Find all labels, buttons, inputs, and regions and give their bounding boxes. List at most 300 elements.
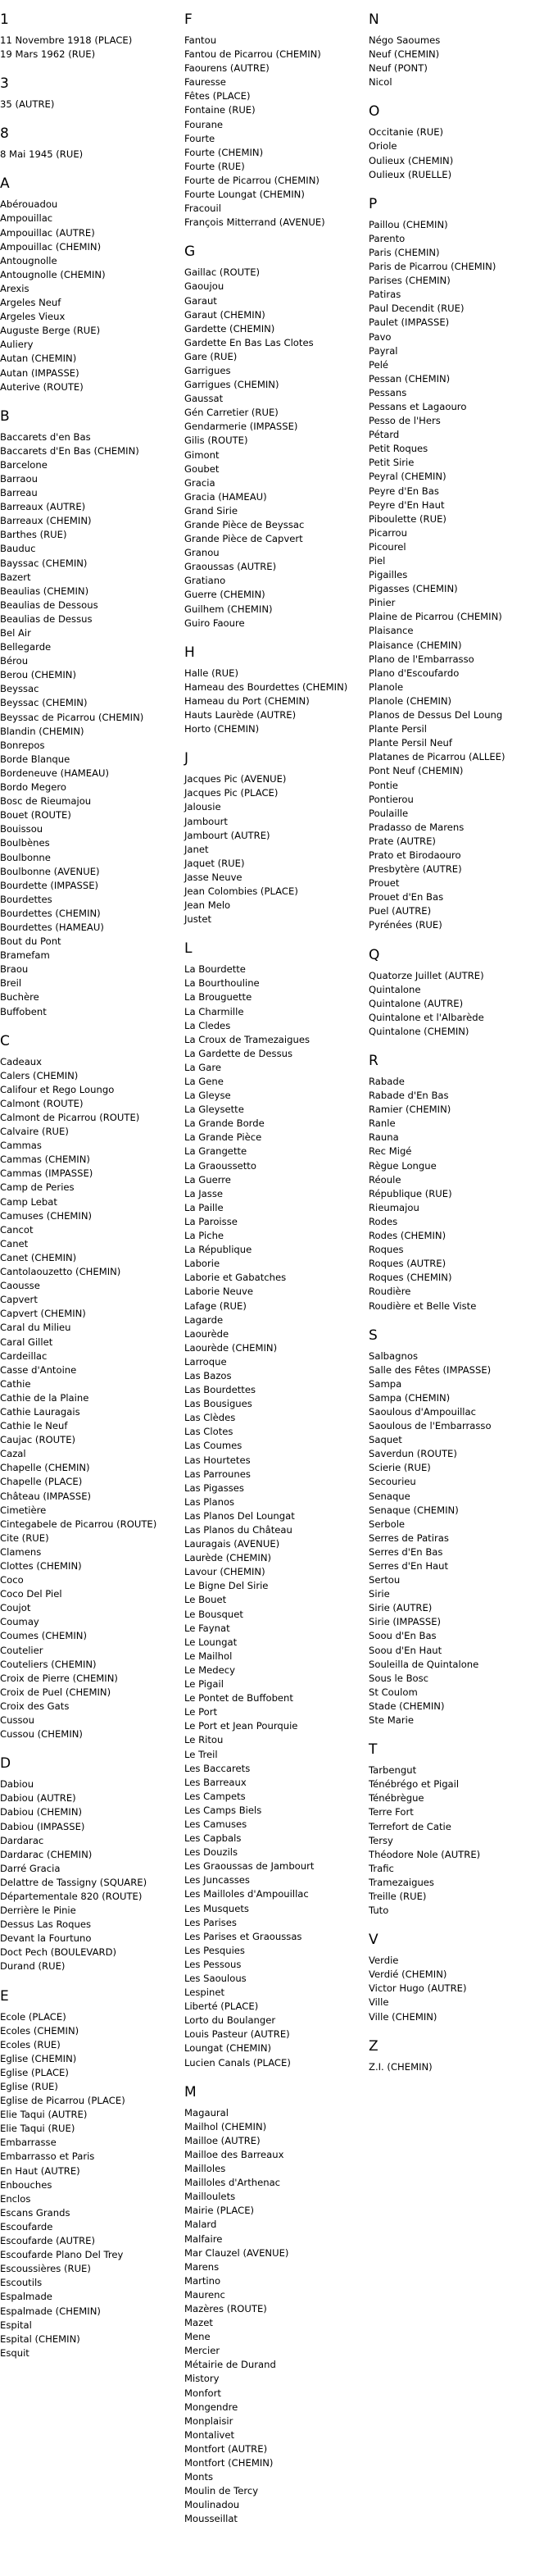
street-name-link[interactable]: Planole — [369, 680, 404, 693]
street-name-link[interactable]: Ste Marie — [369, 1714, 414, 1727]
street-name-link[interactable]: Mailloulets — [184, 2191, 236, 2203]
street-name-link[interactable]: Cazal — [0, 1448, 26, 1460]
street-name-link[interactable]: Escoufarde Plano Del Trey — [0, 2249, 124, 2261]
street-name-link[interactable]: Mailloles — [184, 2163, 226, 2175]
street-name-link[interactable]: Quintalone (AUTRE) — [369, 997, 464, 1009]
street-name-link[interactable]: Pigailles — [369, 569, 408, 581]
street-name-link[interactable]: Pavo — [369, 330, 392, 343]
street-name-link[interactable]: Cite (RUE) — [0, 1531, 49, 1544]
street-name-link[interactable]: Roques — [369, 1244, 404, 1256]
street-name-link[interactable]: Presbytère (AUTRE) — [369, 863, 462, 876]
street-name-link[interactable]: Beyssac — [0, 683, 39, 695]
street-name-link[interactable]: Ampouillac (AUTRE) — [0, 226, 95, 239]
street-name-link[interactable]: Coumay — [0, 1616, 39, 1628]
street-name-link[interactable]: Sirie (IMPASSE) — [369, 1616, 442, 1628]
street-name-link[interactable]: Le Treil — [184, 1748, 218, 1760]
street-name-link[interactable]: Les Saoulous — [184, 1973, 247, 1984]
street-name-link[interactable]: Cathie Lauragais — [0, 1405, 80, 1418]
street-name-link[interactable]: Bramefam — [0, 949, 50, 962]
street-name-link[interactable]: Caral du Milieu — [0, 1322, 71, 1334]
street-name-link[interactable]: Cammas (IMPASSE) — [0, 1167, 93, 1180]
street-name-link[interactable]: Quintalone (CHEMIN) — [369, 1025, 469, 1037]
street-name-link[interactable]: Le Loungat — [184, 1636, 238, 1648]
street-name-link[interactable]: Jean Melo — [184, 899, 231, 912]
street-name-link[interactable]: Coutelier — [0, 1644, 43, 1656]
street-name-link[interactable]: Mazères (ROUTE) — [184, 2302, 267, 2314]
street-name-link[interactable]: Bouet (ROUTE) — [0, 809, 71, 821]
street-name-link[interactable]: Gimont — [184, 448, 220, 461]
street-name-link[interactable]: 11 Novembre 1918 (PLACE) — [0, 34, 133, 46]
street-name-link[interactable]: Mongendre — [184, 2401, 238, 2413]
street-name-link[interactable]: Mailloe (AUTRE) — [184, 2134, 261, 2146]
street-name-link[interactable]: Z.I. (CHEMIN) — [369, 2060, 433, 2073]
street-name-link[interactable]: Bellegarde — [0, 641, 52, 653]
street-name-link[interactable]: Poulaille — [369, 807, 409, 819]
street-name-link[interactable]: Serres d'En Bas — [369, 1545, 443, 1558]
street-name-link[interactable]: Calvaire (RUE) — [0, 1126, 69, 1138]
street-name-link[interactable]: Dabiou — [0, 1778, 34, 1791]
street-name-link[interactable]: Le Ritou — [184, 1734, 224, 1746]
street-name-link[interactable]: Plaisance — [369, 625, 414, 637]
street-name-link[interactable]: Louis Pasteur (AUTRE) — [184, 2028, 290, 2041]
street-name-link[interactable]: Breil — [0, 977, 22, 990]
street-name-link[interactable]: Plaine de Picarrou (CHEMIN) — [369, 611, 502, 623]
street-name-link[interactable]: Quatorze Juillet (AUTRE) — [369, 969, 484, 981]
street-name-link[interactable]: Monts — [184, 2471, 214, 2483]
street-name-link[interactable]: Gardette (CHEMIN) — [184, 322, 275, 335]
street-name-link[interactable]: Neuf (CHEMIN) — [369, 48, 440, 61]
street-name-link[interactable]: La Charmille — [184, 1005, 244, 1017]
street-name-link[interactable]: Jacques Pic (AVENUE) — [184, 773, 287, 785]
street-name-link[interactable]: Plante Persil Neuf — [369, 737, 452, 749]
street-name-link[interactable]: Fourte (RUE) — [184, 160, 245, 172]
street-name-link[interactable]: Mailhol (CHEMIN) — [184, 2120, 267, 2132]
street-name-link[interactable]: Dessus Las Roques — [0, 1918, 92, 1931]
street-name-link[interactable]: Sertou — [369, 1574, 401, 1586]
street-name-link[interactable]: Las Coumes — [184, 1440, 243, 1452]
street-name-link[interactable]: Escoutils — [0, 2277, 43, 2289]
street-name-link[interactable]: Petit Sirie — [369, 457, 415, 469]
street-name-link[interactable]: La Grangette — [184, 1145, 247, 1158]
street-name-link[interactable]: Eglise (CHEMIN) — [0, 2052, 77, 2064]
street-name-link[interactable]: Plante Persil — [369, 723, 427, 735]
street-name-link[interactable]: Sampa (CHEMIN) — [369, 1391, 451, 1404]
street-name-link[interactable]: Verdié (CHEMIN) — [369, 1968, 447, 1981]
street-name-link[interactable]: Prouet d'En Bas — [369, 891, 444, 903]
street-name-link[interactable]: Capvert — [0, 1294, 38, 1306]
street-name-link[interactable]: Réoule — [369, 1173, 401, 1186]
street-name-link[interactable]: Horto (CHEMIN) — [184, 723, 260, 735]
street-name-link[interactable]: Esquit — [0, 2346, 29, 2359]
street-name-link[interactable]: Guerre (CHEMIN) — [184, 589, 265, 601]
street-name-link[interactable]: Bourdette (IMPASSE) — [0, 879, 99, 891]
street-name-link[interactable]: Ampouillac — [0, 212, 53, 225]
street-name-link[interactable]: Les Douzils — [184, 1846, 238, 1859]
street-name-link[interactable]: Paris (CHEMIN) — [369, 246, 440, 258]
street-name-link[interactable]: Stade (CHEMIN) — [369, 1700, 445, 1712]
street-name-link[interactable]: Paulet (IMPASSE) — [369, 316, 450, 329]
street-name-link[interactable]: La République — [184, 1244, 252, 1256]
street-name-link[interactable]: Lorto du Boulanger — [184, 2014, 276, 2027]
street-name-link[interactable]: Croix des Gats — [0, 1700, 70, 1712]
street-name-link[interactable]: Pinier — [369, 597, 396, 609]
street-name-link[interactable]: Fracouil — [184, 203, 221, 215]
street-name-link[interactable]: Jaquet (RUE) — [184, 857, 245, 869]
street-name-link[interactable]: Espalmade — [0, 2291, 52, 2303]
street-name-link[interactable]: Pontie — [369, 779, 398, 791]
street-name-link[interactable]: Prate (AUTRE) — [369, 835, 436, 847]
street-name-link[interactable]: Mistory — [184, 2373, 220, 2385]
street-name-link[interactable]: Escans Grands — [0, 2206, 70, 2219]
street-name-link[interactable]: Montalivet — [184, 2428, 235, 2441]
street-name-link[interactable]: Boulbonne — [0, 851, 51, 863]
street-name-link[interactable]: Cussou (CHEMIN) — [0, 1728, 83, 1741]
street-name-link[interactable]: Mercier — [184, 2345, 220, 2357]
street-name-link[interactable]: Auliery — [0, 339, 34, 351]
street-name-link[interactable]: Plano d'Escoufardo — [369, 667, 460, 679]
street-name-link[interactable]: Serbole — [369, 1518, 406, 1530]
street-name-link[interactable]: Montfort (CHEMIN) — [184, 2457, 274, 2469]
street-name-link[interactable]: Tersy — [369, 1834, 393, 1846]
street-name-link[interactable]: Treille (RUE) — [369, 1890, 427, 1902]
street-name-link[interactable]: Lucien Canals (PLACE) — [184, 2056, 291, 2069]
street-name-link[interactable]: Grande Pièce de Capvert — [184, 533, 303, 545]
street-name-link[interactable]: Camp Lebat — [0, 1195, 57, 1208]
street-name-link[interactable]: Salbagnos — [369, 1349, 418, 1362]
street-name-link[interactable]: Cadeaux — [0, 1055, 43, 1067]
street-name-link[interactable]: République (RUE) — [369, 1187, 452, 1199]
street-name-link[interactable]: Cussou — [0, 1714, 34, 1727]
street-name-link[interactable]: Couteliers (CHEMIN) — [0, 1658, 97, 1670]
street-name-link[interactable]: Scierie (RUE) — [369, 1462, 431, 1474]
street-name-link[interactable]: Coujot — [0, 1602, 31, 1614]
street-name-link[interactable]: Patiras — [369, 289, 401, 301]
street-name-link[interactable]: Le Pigail — [184, 1678, 224, 1691]
street-name-link[interactable]: Bauduc — [0, 543, 36, 555]
street-name-link[interactable]: Roques (AUTRE) — [369, 1258, 446, 1270]
street-name-link[interactable]: Mazet — [184, 2317, 213, 2329]
street-name-link[interactable]: Fontaine (RUE) — [184, 104, 256, 116]
street-name-link[interactable]: Baccarets d'en Bas — [0, 430, 91, 443]
street-name-link[interactable]: Antougnolle (CHEMIN) — [0, 268, 106, 280]
street-name-link[interactable]: La Gleyse — [184, 1090, 231, 1102]
street-name-link[interactable]: Calers (CHEMIN) — [0, 1069, 79, 1081]
street-name-link[interactable]: Pessan (CHEMIN) — [369, 372, 451, 385]
street-name-link[interactable]: Bouissou — [0, 823, 43, 835]
street-name-link[interactable]: Doct Pech (BOULEVARD) — [0, 1946, 117, 1959]
street-name-link[interactable]: Les Graoussas de Jambourt — [184, 1860, 315, 1873]
street-name-link[interactable]: Loungat (CHEMIN) — [184, 2042, 272, 2055]
street-name-link[interactable]: Gaoujou — [184, 280, 224, 293]
street-name-link[interactable]: Escoufarde — [0, 2220, 53, 2232]
street-name-link[interactable]: Las Clèdes — [184, 1412, 236, 1424]
street-name-link[interactable]: Mar Clauzel (AVENUE) — [184, 2246, 289, 2259]
street-name-link[interactable]: Pyrénées (RUE) — [369, 919, 442, 931]
street-name-link[interactable]: Oulieux (CHEMIN) — [369, 154, 454, 166]
street-name-link[interactable]: Gracia (HAMEAU) — [184, 490, 267, 503]
street-name-link[interactable]: Eglise de Picarrou (PLACE) — [0, 2095, 125, 2107]
street-name-link[interactable]: Tarbengut — [369, 1764, 417, 1777]
street-name-link[interactable]: Clottes (CHEMIN) — [0, 1560, 82, 1572]
street-name-link[interactable]: Puel (AUTRE) — [369, 905, 432, 917]
street-name-link[interactable]: La Paroisse — [184, 1215, 238, 1227]
street-name-link[interactable]: 35 (AUTRE) — [0, 98, 55, 111]
street-name-link[interactable]: Plaisance (CHEMIN) — [369, 639, 462, 651]
street-name-link[interactable]: Le Bouet — [184, 1594, 227, 1606]
street-name-link[interactable]: Senaque — [369, 1490, 410, 1502]
street-name-link[interactable]: Larroque — [184, 1355, 227, 1368]
street-name-link[interactable]: Ville — [369, 1996, 389, 2009]
street-name-link[interactable]: Gaussat — [184, 393, 224, 405]
street-name-link[interactable]: Beaulias de Dessous — [0, 598, 98, 611]
street-name-link[interactable]: Cantolaouzetto (CHEMIN) — [0, 1266, 121, 1278]
street-name-link[interactable]: Laborie Neuve — [184, 1286, 253, 1298]
street-name-link[interactable]: Boulbènes — [0, 837, 50, 849]
street-name-link[interactable]: Embarrasse — [0, 2137, 57, 2149]
street-name-link[interactable]: Laourède — [184, 1327, 229, 1340]
street-name-link[interactable]: Trafic — [369, 1862, 394, 1874]
street-name-link[interactable]: Tramezaigues — [369, 1876, 434, 1888]
street-name-link[interactable]: Las Planos du Château — [184, 1524, 292, 1536]
street-name-link[interactable]: Chapelle (CHEMIN) — [0, 1462, 90, 1474]
street-name-link[interactable]: Gendarmerie (IMPASSE) — [184, 421, 298, 433]
street-name-link[interactable]: Règue Longue — [369, 1159, 437, 1172]
street-name-link[interactable]: Roudière — [369, 1286, 411, 1298]
street-name-link[interactable]: Jacques Pic (PLACE) — [184, 787, 279, 799]
street-name-link[interactable]: Peyre d'En Haut — [369, 498, 445, 511]
street-name-link[interactable]: Cancot — [0, 1223, 34, 1236]
street-name-link[interactable]: Mailloe des Barreaux — [184, 2148, 284, 2160]
street-name-link[interactable]: Serres d'En Haut — [369, 1560, 449, 1572]
street-name-link[interactable]: Fauresse — [184, 76, 226, 89]
street-name-link[interactable]: Barthes (RUE) — [0, 529, 67, 541]
street-name-link[interactable]: Gare (RUE) — [184, 350, 238, 362]
street-name-link[interactable]: Cathie le Neuf — [0, 1420, 68, 1432]
street-name-link[interactable]: Saoulous d'Ampouillac — [369, 1405, 477, 1418]
street-name-link[interactable]: Planos de Dessus Del Loung — [369, 709, 503, 721]
street-name-link[interactable]: Les Camps Biels — [184, 1804, 262, 1816]
street-name-link[interactable]: Picarrou — [369, 526, 407, 539]
street-name-link[interactable]: Cammas (CHEMIN) — [0, 1154, 90, 1166]
street-name-link[interactable]: Borde Blanque — [0, 753, 70, 765]
street-name-link[interactable]: Liberté (PLACE) — [184, 2000, 259, 2013]
street-name-link[interactable]: Le Port et Jean Pourquie — [184, 1720, 298, 1732]
street-name-link[interactable]: Beyssac de Picarrou (CHEMIN) — [0, 711, 144, 723]
street-name-link[interactable]: Petit Roques — [369, 443, 428, 455]
street-name-link[interactable]: Pelé — [369, 358, 389, 371]
street-name-link[interactable]: Mairie (PLACE) — [184, 2205, 255, 2217]
street-name-link[interactable]: Les Pessous — [184, 1958, 242, 1970]
street-name-link[interactable]: Enclos — [0, 2192, 31, 2205]
street-name-link[interactable]: Roudière et Belle Viste — [369, 1299, 477, 1312]
street-name-link[interactable]: Camp de Peries — [0, 1181, 75, 1194]
street-name-link[interactable]: Hameau des Bourdettes (CHEMIN) — [184, 680, 348, 693]
street-name-link[interactable]: Dabiou (CHEMIN) — [0, 1806, 83, 1818]
street-name-link[interactable]: Enbouches — [0, 2178, 52, 2191]
street-name-link[interactable]: Parises (CHEMIN) — [369, 275, 451, 287]
street-name-link[interactable]: Califour et Rego Loungo — [0, 1083, 115, 1095]
street-name-link[interactable]: Les Camuses — [184, 1818, 247, 1830]
street-name-link[interactable]: Guilhem (CHEMIN) — [184, 603, 273, 615]
street-name-link[interactable]: Lespinet — [184, 1987, 225, 1999]
street-name-link[interactable]: Baccarets d'En Bas (CHEMIN) — [0, 444, 139, 457]
street-name-link[interactable]: Laourède (CHEMIN) — [184, 1341, 278, 1354]
street-name-link[interactable]: Jalousie — [184, 801, 221, 813]
street-name-link[interactable]: Pontierou — [369, 793, 414, 805]
street-name-link[interactable]: Victor Hugo (AUTRE) — [369, 1982, 467, 1995]
street-name-link[interactable]: Monplaisir — [184, 2414, 233, 2427]
street-name-link[interactable]: Quintalone et l'Albarède — [369, 1011, 484, 1023]
street-name-link[interactable]: Magaural — [184, 2106, 229, 2119]
street-name-link[interactable]: Oulieux (RUELLE) — [369, 168, 452, 180]
street-name-link[interactable]: Blandin (CHEMIN) — [0, 725, 84, 737]
street-name-link[interactable]: Tuto — [369, 1905, 389, 1917]
street-name-link[interactable]: Argeles Vieux — [0, 311, 66, 323]
street-name-link[interactable]: Las Planos — [184, 1495, 235, 1508]
street-name-link[interactable]: Payral — [369, 344, 398, 357]
street-name-link[interactable]: Dabiou (IMPASSE) — [0, 1820, 85, 1832]
street-name-link[interactable]: Lavour (CHEMIN) — [184, 1566, 265, 1578]
street-name-link[interactable]: Quintalone — [369, 983, 421, 995]
street-name-link[interactable]: Caral Gillet — [0, 1336, 53, 1348]
street-name-link[interactable]: Senaque (CHEMIN) — [369, 1504, 459, 1516]
street-name-link[interactable]: Sirie (AUTRE) — [369, 1602, 433, 1614]
street-name-link[interactable]: Ampouillac (CHEMIN) — [0, 240, 102, 253]
street-name-link[interactable]: Espalmade (CHEMIN) — [0, 2305, 101, 2317]
street-name-link[interactable]: Moulin de Tercy — [184, 2485, 259, 2497]
street-name-link[interactable]: Jambourt (AUTRE) — [184, 829, 270, 841]
street-name-link[interactable]: Barreau — [0, 487, 38, 499]
street-name-link[interactable]: Plano de l'Embarrasso — [369, 653, 474, 665]
street-name-link[interactable]: Le Bousquet — [184, 1608, 243, 1620]
street-name-link[interactable]: Braou — [0, 963, 29, 976]
street-name-link[interactable]: Buchère — [0, 991, 39, 1004]
street-name-link[interactable]: 8 Mai 1945 (RUE) — [0, 148, 84, 161]
street-name-link[interactable]: Souleilla de Quintalone — [369, 1658, 479, 1670]
street-name-link[interactable]: Autan (CHEMIN) — [0, 353, 77, 365]
street-name-link[interactable]: Le Mailhol — [184, 1650, 233, 1662]
street-name-link[interactable]: Coco — [0, 1574, 24, 1586]
street-name-link[interactable]: Le Bigne Del Sirie — [184, 1580, 269, 1592]
street-name-link[interactable]: Beaulias (CHEMIN) — [0, 585, 89, 597]
street-name-link[interactable]: Serres de Patiras — [369, 1531, 449, 1544]
street-name-link[interactable]: Laborie — [184, 1258, 220, 1270]
street-name-link[interactable]: La Brouguette — [184, 991, 252, 1004]
street-name-link[interactable]: Métairie de Durand — [184, 2359, 276, 2371]
street-name-link[interactable]: La Piche — [184, 1230, 224, 1242]
street-name-link[interactable]: Croix de Pierre (CHEMIN) — [0, 1672, 118, 1684]
street-name-link[interactable]: Les Capbals — [184, 1832, 242, 1845]
street-name-link[interactable]: Boulbonne (AVENUE) — [0, 865, 100, 877]
street-name-link[interactable]: Ranle — [369, 1117, 396, 1130]
street-name-link[interactable]: Fourte (CHEMIN) — [184, 146, 264, 158]
street-name-link[interactable]: François Mitterrand (AVENUE) — [184, 216, 325, 229]
street-name-link[interactable]: Garrigues — [184, 364, 231, 376]
street-name-link[interactable]: Pessans — [369, 386, 407, 398]
street-name-link[interactable]: Goubet — [184, 462, 220, 475]
street-name-link[interactable]: Las Hourtetes — [184, 1454, 251, 1466]
street-name-link[interactable]: Mene — [184, 2331, 211, 2343]
street-name-link[interactable]: Bazert — [0, 571, 31, 583]
street-name-link[interactable]: La Cledes — [184, 1019, 231, 1031]
street-name-link[interactable]: St Coulom — [369, 1686, 418, 1698]
street-name-link[interactable]: Las Planos Del Loungat — [184, 1509, 295, 1522]
street-name-link[interactable]: Croix de Puel (CHEMIN) — [0, 1686, 111, 1698]
street-name-link[interactable]: Bordo Megero — [0, 781, 66, 794]
street-name-link[interactable]: Ramier (CHEMIN) — [369, 1104, 451, 1116]
street-name-link[interactable]: Rec Migé — [369, 1145, 412, 1158]
street-name-link[interactable]: Ténébrègue — [369, 1792, 424, 1805]
street-name-link[interactable]: Fourte de Picarrou (CHEMIN) — [184, 174, 320, 186]
street-name-link[interactable]: Guiro Faoure — [184, 617, 245, 629]
street-name-link[interactable]: La Grande Borde — [184, 1117, 265, 1130]
street-name-link[interactable]: Les Barreaux — [184, 1776, 247, 1788]
street-name-link[interactable]: Pradasso de Marens — [369, 821, 465, 833]
street-name-link[interactable]: Pigasses (CHEMIN) — [369, 583, 458, 595]
street-name-link[interactable]: Bosc de Rieumajou — [0, 795, 92, 808]
street-name-link[interactable]: Bel Air — [0, 627, 31, 639]
street-name-link[interactable]: Planole (CHEMIN) — [369, 694, 452, 707]
street-name-link[interactable]: Casse d'Antoine — [0, 1363, 77, 1376]
street-name-link[interactable]: Hameau du Port (CHEMIN) — [184, 694, 310, 707]
street-name-link[interactable]: Fourane — [184, 118, 224, 130]
street-name-link[interactable]: Malfaire — [184, 2232, 223, 2245]
street-name-link[interactable]: Salle des Fêtes (IMPASSE) — [369, 1363, 492, 1376]
street-name-link[interactable]: Fourte Loungat (CHEMIN) — [184, 189, 305, 201]
street-name-link[interactable]: Départementale 820 (ROUTE) — [0, 1890, 143, 1902]
street-name-link[interactable]: Cimetière — [0, 1504, 47, 1516]
street-name-link[interactable]: Beyssac (CHEMIN) — [0, 697, 88, 709]
street-name-link[interactable]: Cathie — [0, 1377, 31, 1390]
street-name-link[interactable]: Ténébrégo et Pigail — [369, 1778, 460, 1791]
street-name-link[interactable]: Barreaux (CHEMIN) — [0, 515, 92, 527]
street-name-link[interactable]: Cintegabele de Picarrou (ROUTE) — [0, 1518, 157, 1530]
street-name-link[interactable]: Secourieu — [369, 1476, 416, 1488]
street-name-link[interactable]: Antougnolle — [0, 254, 57, 266]
street-name-link[interactable]: Sirie — [369, 1588, 390, 1600]
street-name-link[interactable]: La Paille — [184, 1201, 224, 1213]
street-name-link[interactable]: Le Medecy — [184, 1663, 235, 1676]
street-name-link[interactable]: Capvert (CHEMIN) — [0, 1308, 86, 1320]
street-name-link[interactable]: Les Musquets — [184, 1902, 249, 1914]
street-name-link[interactable]: La Grande Pièce — [184, 1131, 262, 1144]
street-name-link[interactable]: Delattre de Tassigny (SQUARE) — [0, 1876, 147, 1888]
street-name-link[interactable]: Bayssac (CHEMIN) — [0, 557, 88, 569]
street-name-link[interactable]: Eglise (RUE) — [0, 2081, 58, 2092]
street-name-link[interactable]: Cathie de la Plaine — [0, 1391, 89, 1404]
street-name-link[interactable]: Château (IMPASSE) — [0, 1490, 92, 1502]
street-name-link[interactable]: Maurenc — [184, 2288, 225, 2301]
street-name-link[interactable]: Monfort — [184, 2387, 221, 2399]
street-name-link[interactable]: Las Bousigues — [184, 1398, 252, 1410]
street-name-link[interactable]: Chapelle (PLACE) — [0, 1476, 83, 1488]
street-name-link[interactable]: Espital (CHEMIN) — [0, 2333, 80, 2345]
street-name-link[interactable]: Ecole (PLACE) — [0, 2010, 66, 2023]
street-name-link[interactable]: Laurède (CHEMIN) — [184, 1552, 272, 1564]
street-name-link[interactable]: Cammas — [0, 1140, 42, 1152]
street-name-link[interactable]: Lauragais (AVENUE) — [184, 1538, 280, 1550]
street-name-link[interactable]: Oriole — [369, 140, 397, 152]
street-name-link[interactable]: Roques (CHEMIN) — [369, 1272, 452, 1284]
street-name-link[interactable]: Caousse — [0, 1280, 40, 1292]
street-name-link[interactable]: Buffobent — [0, 1005, 47, 1017]
street-name-link[interactable]: Darré Gracia — [0, 1862, 61, 1874]
street-name-link[interactable]: Martino — [184, 2274, 221, 2287]
street-name-link[interactable]: Pont Neuf (CHEMIN) — [369, 765, 464, 777]
street-name-link[interactable]: Les Campets — [184, 1790, 246, 1802]
street-name-link[interactable]: Grand Sirie — [184, 504, 238, 517]
street-name-link[interactable]: La Gene — [184, 1076, 224, 1087]
